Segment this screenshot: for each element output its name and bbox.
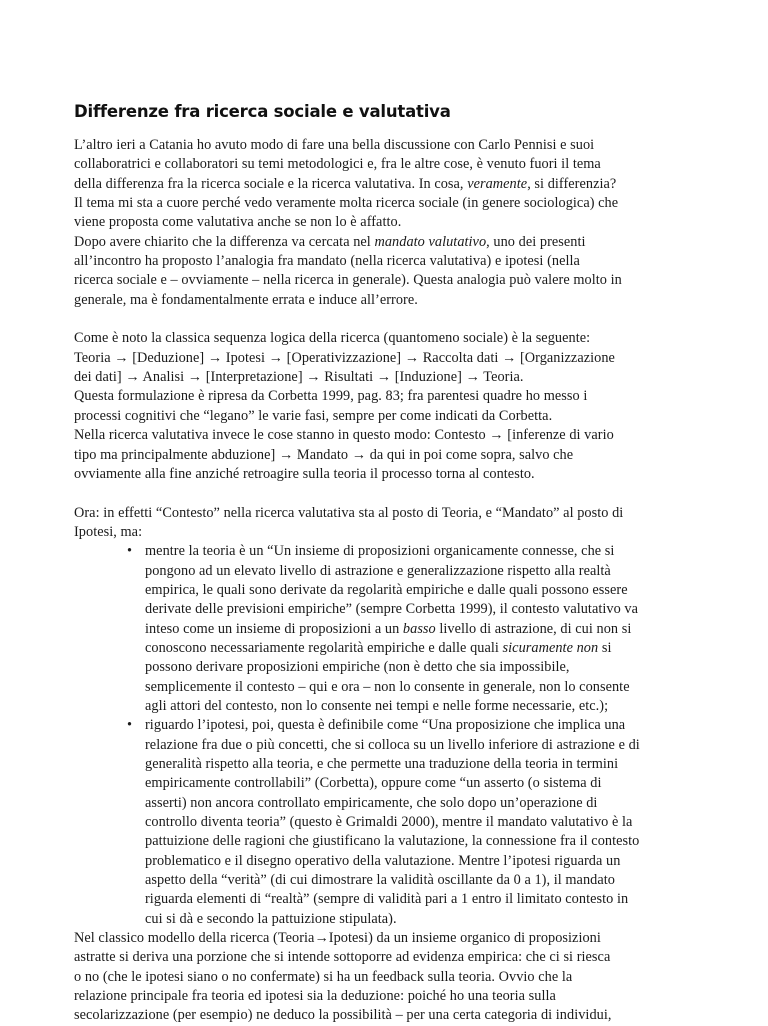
text-line: asserti) non ancora controllato empiricamente, che solo dopo un’operazione di [145, 794, 598, 811]
bullet-item-theory [74, 542, 710, 716]
text-line: Come è noto la classica sequenza logica della ricerca (quantomeno sociale) è la seguente: [74, 330, 591, 347]
paragraph-gap [74, 484, 710, 503]
text-span: livello di astrazione, di cui non si [435, 620, 632, 637]
text-line: viene proposta come valutativa anche se non lo è affatto. [74, 214, 402, 231]
emphasis: veramente [467, 175, 528, 192]
text-line: empiricamente controllabili” (Corbetta), oppure come “un asserto (o sistema di [145, 775, 602, 792]
text-line: processi cognitivi che “legano” le varie fasi, sempre per come indicati da Corbetta. [74, 407, 553, 424]
text-span: conoscono necessariamente regolarità empiriche e dalle quali [145, 639, 503, 656]
text-line: problematico e il disegno operativo della valutazione. Mentre l’ipotesi riguarda un [145, 852, 621, 869]
text-span: riguardo l’ipotesi, poi, questa è definibile come “Una proposizione che implica una [145, 717, 626, 734]
text-line: tipo ma principalmente abduzione] → Mandato → da qui in poi come sopra, salvo che [74, 446, 574, 463]
text-line: collaboratrici e collaboratori su temi metodologici e, fra le altre cose, è venuto fuori il tema [74, 156, 601, 173]
text-line: relazione principale fra teoria ed ipotesi sia la deduzione: poiché ho una teoria sulla [74, 988, 556, 1005]
text-line: Nel classico modello della ricerca (Teoria→Ipotesi) da un insieme organico di proposizioni [74, 930, 601, 947]
text-line: o no (che le ipotesi siano o no confermate) si ha un feedback sulla teoria. Ovvio che la [74, 968, 573, 985]
text-line: Il tema mi sta a cuore perché vedo veramente molta ricerca sociale (in genere sociologica) che [74, 195, 619, 212]
emphasis: sicuramente non [502, 639, 599, 656]
text-span: mentre la teoria è un “Un insieme di proposizioni organicamente connesse, che si [145, 543, 615, 560]
text-line: aspetto della “verità” (di cui dimostrare la validità oscillante da 0 a 1), il mandato [145, 872, 615, 889]
text-line: Teoria → [Deduzione] → Ipotesi → [Operativizzazione] → Raccolta dati → [Organizzazione [74, 349, 615, 366]
text-line: generale, ma è fondamentalmente errata e induce all’errore. [74, 291, 418, 308]
text-span: inteso come un insieme di proposizioni a un [145, 620, 403, 637]
text-line [74, 620, 710, 639]
text-line: L’altro ieri a Catania ho avuto modo di fare una bella discussione con Carlo Pennisi e suoi [74, 137, 595, 153]
text-line: relazione fra due o più concetti, che si colloca su un livello inferiore di astrazione e di [145, 736, 640, 753]
text-span: , si differenzia? [527, 175, 617, 192]
text-span: si [598, 639, 612, 656]
text-span: Dopo avere chiarito che la differenza va cercata nel [74, 233, 375, 250]
text-line: possono derivare proposizioni empiriche (non è detto che sia impossibile, [145, 659, 570, 676]
text-line: Ipotesi, ma: [74, 523, 143, 540]
text-line: astratte si deriva una porzione che si intende sottoporre ad evidenza empirica: che ci si riesca [74, 949, 611, 966]
text-line: pongono ad un elevato livello di astrazione e generalizzazione rispetto alla realtà [145, 562, 611, 579]
text-line: controllo diventa teoria” (questo è Grimaldi 2000), mentre il mandato valutativo è la [145, 814, 633, 831]
text-span: , uno dei presenti [486, 233, 586, 250]
text-line: dei dati] → Analisi → [Interpretazione] → Risultati → [Induzione] → Teoria. [74, 369, 524, 386]
paragraph-sequence [74, 329, 710, 484]
text-line [74, 716, 710, 735]
paragraph-comparison [74, 504, 710, 543]
text-line [74, 639, 710, 658]
bullet-icon: • [127, 717, 133, 734]
emphasis: basso [402, 620, 436, 637]
text-line: Questa formulazione è ripresa da Corbetta 1999, pag. 83; fra parentesi quadre ho messo i [74, 388, 588, 405]
text-line: riguarda elementi di “realtà” (sempre di validità pari a 1 entro il limitato contesto in [145, 891, 629, 908]
text-line: generalità rispetto alla teoria, e che permette una traduzione della teoria in termini [145, 756, 619, 772]
text-line: semplicemente il contesto – qui e ora – non lo consente in generale, non lo consente [145, 678, 630, 695]
bullet-icon: • [127, 543, 133, 560]
paragraph-intro [74, 136, 710, 310]
emphasis: mandato valutativo [374, 233, 487, 250]
text-line [74, 175, 710, 194]
paragraph-gap [74, 310, 710, 329]
text-line: ricerca sociale e – ovviamente – nella ricerca in generale). Questa analogia può valere molto in [74, 272, 622, 289]
text-line: agli attori del contesto, non lo consente nei tempi e nelle forme necessarie, etc.); [145, 697, 609, 714]
text-line: pattuizione delle ragioni che giustificano la valutazione, la connessione fra il contesto [145, 833, 640, 850]
paragraph-classic-model [74, 929, 710, 1026]
text-line: Nella ricerca valutativa invece le cose stanno in questo modo: Contesto → [inferenze di vario [74, 427, 614, 444]
text-line: derivate delle previsioni empiriche” (sempre Corbetta 1999), il contesto valutativo va [145, 601, 639, 618]
bullet-item-hypothesis [74, 716, 710, 929]
text-line: Ora: in effetti “Contesto” nella ricerca valutativa sta al posto di Teoria, e “Mandato” al posto di [74, 504, 624, 521]
text-line: ovviamente alla fine anziché retroagire sulla teoria il processo torna al contesto. [74, 465, 535, 482]
text-span: della differenza fra la ricerca sociale e la ricerca valutativa. In cosa, [74, 175, 468, 192]
text-line: secolarizzazione (per esempio) ne deduco la possibilità – per una certa categoria di individui, [74, 1007, 612, 1024]
text-line: cui si dà e secondo la pattuizione stipulata). [145, 910, 397, 927]
text-line [74, 233, 710, 252]
text-line: empirica, le quali sono derivate da regolarità empiriche e dalle quali possono essere [145, 581, 628, 598]
document-title: Differenze fra ricerca sociale e valutativa [74, 102, 451, 121]
text-line: all’incontro ha proposto l’analogia fra mandato (nella ricerca valutativa) e ipotesi (nella [74, 253, 580, 270]
text-line [74, 542, 710, 561]
document-body [74, 136, 710, 1026]
